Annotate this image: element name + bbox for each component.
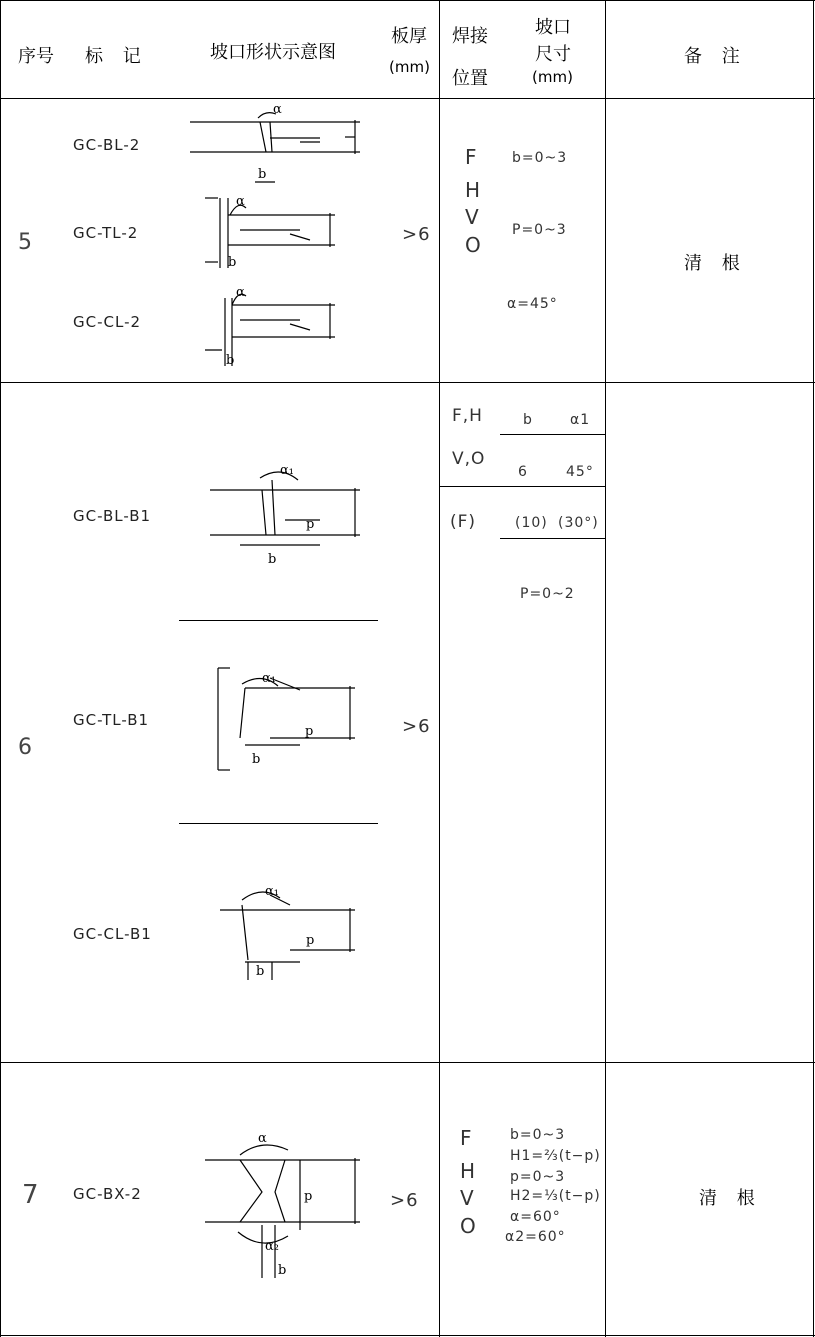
header-thickness: 板厚	[391, 26, 427, 47]
header-thickness-unit: (mm)	[389, 58, 430, 76]
row6-table-head-alpha: α1	[570, 412, 591, 428]
header-shape: 坡口形状示意图	[210, 42, 336, 63]
svg-text:b: b	[256, 964, 265, 979]
svg-text:p: p	[306, 933, 315, 948]
header-mark: 标 记	[85, 46, 141, 67]
row7-pos-F: F	[460, 1126, 472, 1150]
row7-size-h2: H2=⅓(t−p)	[510, 1188, 601, 1204]
groove-drawing-gc-tl-b1	[218, 668, 355, 770]
row7-seq: 7	[22, 1180, 39, 1210]
row5-pos-O: O	[465, 233, 481, 257]
row6-thickness: >6	[402, 716, 431, 737]
header-groove-size-2: 尺寸	[535, 44, 571, 65]
svg-text:b: b	[258, 167, 267, 182]
svg-text:p: p	[304, 1189, 313, 1204]
groove-drawing-gc-cl-b1	[220, 884, 355, 980]
row7-thickness: >6	[390, 1190, 419, 1211]
svg-text:b: b	[252, 752, 261, 767]
groove-drawing-gc-bx-2	[205, 1131, 360, 1278]
row6-mark-2: GC-TL-B1	[73, 711, 150, 729]
groove-drawing-gc-bl-2	[190, 102, 360, 182]
row7-pos-H: H	[460, 1159, 476, 1183]
row6-mark-3: GC-CL-B1	[73, 925, 152, 943]
row5-thickness: >6	[402, 224, 431, 245]
row6-table-head-b: b	[523, 412, 533, 428]
svg-text:b: b	[278, 1263, 287, 1278]
groove-drawing-gc-bl-b1	[210, 463, 360, 567]
row5-size-b: b=0~3	[512, 150, 568, 166]
svg-text:α: α	[236, 194, 245, 209]
groove-drawing-gc-tl-2	[205, 194, 335, 270]
row7-pos-V: V	[460, 1186, 474, 1210]
header-remark: 备 注	[684, 46, 740, 67]
header-weld-pos-2: 位置	[452, 68, 488, 89]
row5-mark-2: GC-TL-2	[73, 224, 139, 242]
row5-pos-F: F	[465, 145, 477, 169]
row5-size-p: P=0~3	[512, 222, 567, 238]
row6-table-r2-b: (10)	[515, 515, 548, 531]
row7-size-h1: H1=⅔(t−p)	[510, 1148, 601, 1164]
row7-pos-O: O	[460, 1214, 476, 1238]
svg-text:α₁: α₁	[265, 884, 279, 899]
svg-text:α: α	[258, 1131, 267, 1146]
svg-text:α: α	[236, 285, 245, 300]
row5-remark: 清 根	[684, 253, 740, 274]
svg-text:α₁: α₁	[262, 671, 276, 686]
row6-pos-a: F,H	[452, 406, 483, 426]
header-weld-pos-1: 焊接	[452, 26, 488, 47]
row5-mark-3: GC-CL-2	[73, 313, 142, 331]
svg-text:b: b	[228, 255, 237, 270]
header-groove-size-unit: (mm)	[532, 68, 573, 86]
groove-drawing-gc-cl-2	[205, 285, 335, 368]
svg-text:b: b	[268, 552, 277, 567]
svg-text:p: p	[306, 517, 315, 532]
row5-pos-V: V	[465, 205, 479, 229]
row7-size-p: p=0~3	[510, 1169, 566, 1185]
row6-table-r2-alpha: (30°)	[558, 515, 599, 531]
row7-size-alpha: α=60°	[510, 1209, 561, 1225]
svg-text:b: b	[226, 353, 235, 368]
header-groove-size-1: 坡口	[535, 17, 571, 38]
header-seq: 序号	[18, 46, 54, 67]
svg-text:α₂: α₂	[265, 1239, 279, 1254]
row6-pos-c: (F)	[450, 512, 477, 532]
row7-remark: 清 根	[699, 1188, 755, 1209]
row7-size-alpha2: α2=60°	[505, 1229, 566, 1245]
row5-pos-H: H	[465, 178, 481, 202]
row5-mark-1: GC-BL-2	[73, 136, 141, 154]
row5-size-alpha: α=45°	[507, 296, 558, 312]
svg-text:α₁: α₁	[280, 463, 294, 478]
svg-text:p: p	[305, 724, 314, 739]
row6-mark-1: GC-BL-B1	[73, 507, 152, 525]
row6-size-p: P=0~2	[520, 586, 575, 602]
row6-pos-b: V,O	[452, 449, 486, 469]
row7-size-b: b=0~3	[510, 1127, 566, 1143]
svg-text:α: α	[273, 102, 282, 117]
row6-table-r1-b: 6	[518, 464, 528, 480]
row6-table-r1-alpha: 45°	[566, 464, 594, 480]
row6-seq: 6	[18, 735, 32, 760]
row7-mark-1: GC-BX-2	[73, 1185, 142, 1203]
row5-seq: 5	[18, 230, 32, 255]
